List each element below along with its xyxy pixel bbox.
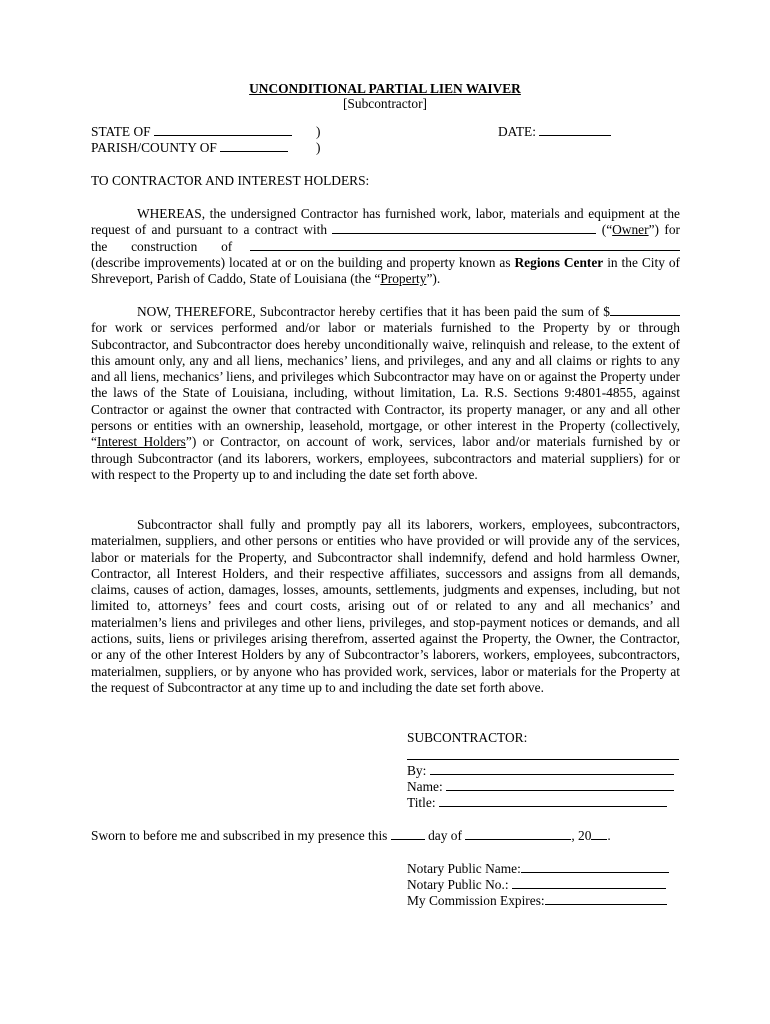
notary-name-label: Notary Public Name: xyxy=(407,861,521,876)
subcontractor-name-line[interactable] xyxy=(407,759,679,760)
by-line xyxy=(407,763,674,779)
state-blank[interactable] xyxy=(154,124,292,136)
notary-expires-line xyxy=(407,893,667,909)
title-line xyxy=(407,795,667,811)
construction-of-label: for the construction of xyxy=(91,222,680,254)
sworn-year-blank[interactable] xyxy=(591,828,607,840)
caption-paren-1: ) xyxy=(316,124,321,139)
parish-blank[interactable] xyxy=(220,140,288,152)
owner-term: Owner xyxy=(612,222,649,238)
notary-name-blank[interactable] xyxy=(521,861,669,873)
notary-expires-blank[interactable] xyxy=(545,893,667,905)
owner-close: ”) xyxy=(648,222,659,238)
improvements-text: (describe improvements) located at or on the building and property known as xyxy=(91,254,511,270)
sworn-day-of: day of xyxy=(428,828,462,843)
sworn-month-blank[interactable] xyxy=(465,828,571,840)
sworn-text: Sworn to before me and subscribed in my presence this xyxy=(91,828,388,843)
indemnity-paragraph xyxy=(91,517,680,696)
title-label: Title: xyxy=(407,795,436,810)
now-therefore-intro: NOW, THEREFORE, Subcontractor hereby certifies that it has been paid the sum of xyxy=(137,304,600,319)
sworn-period: . xyxy=(607,828,611,843)
indemnity-text: Subcontractor shall fully and promptly pay all its laborers, workers, employees, subcontractors, materialmen, suppliers, and other persons or entities who have provided or will provide any of the services, labor or materials for the Property, and Subcontractor shall indemnify, defend and hold harmless Owner, Contractor, all Interest Holders, and their respective affiliates, successors and assigns from all demands, claims, causes of action, damages, losses, amounts, settlements, judgments and expenses, including, but not limited to, attorneys’ fees and court costs, arising out of or related to any and all mechanics’ and materialmen’s liens and privileges and other liens, privileges, and stop-payment notices or demands, and all actions, suits, liens or privileges arising therefrom, asserted against the Property, the Owner, the Contractor, or any of the other Interest Holders by any of Subcontractor’s laborers, workers, employees, subcontractors, materialmen, suppliers, or by anyone who has provided work, services, labor or materials for the Property at the request of Subcontractor at any time up to and including the date set forth above. xyxy=(91,517,680,695)
date-line xyxy=(498,124,611,140)
construction-blank[interactable] xyxy=(250,239,680,251)
notary-number-label: Notary Public No.: xyxy=(407,877,509,892)
now-therefore-end: ”) or Contractor, on account of work, services, labor and/or materials furnished by or through Subcontractor (and its laborers, workers, employees, subcontractors and material suppliers) for or with respect to the Property up to and including the date set forth above. xyxy=(91,434,680,482)
property-close: ”). xyxy=(426,271,441,287)
property-term: Property xyxy=(380,271,427,287)
document-subtitle: [Subcontractor] xyxy=(342,96,428,111)
name-label: Name: xyxy=(407,779,443,794)
date-label: DATE: xyxy=(498,124,536,139)
contract-with-blank[interactable] xyxy=(332,222,596,234)
sworn-line xyxy=(91,828,611,844)
name-blank[interactable] xyxy=(446,779,674,791)
date-blank[interactable] xyxy=(539,124,611,136)
state-label: STATE OF xyxy=(91,124,151,139)
by-blank[interactable] xyxy=(430,763,674,775)
whereas-paragraph xyxy=(91,206,680,287)
dollar-sign: $ xyxy=(603,304,610,319)
title-blank[interactable] xyxy=(439,795,667,807)
sworn-day-blank[interactable] xyxy=(391,828,425,840)
state-line xyxy=(91,124,292,140)
property-location: in the City of Shreveport, Parish of Caddo, State of Louisiana (the “ xyxy=(91,254,680,287)
by-label: By: xyxy=(407,763,427,778)
whereas-intro: WHEREAS, the undersigned Contractor has furnished work, labor, materials and equipment at the request of and pursuant to a contract with xyxy=(91,206,680,238)
parish-line xyxy=(91,140,288,156)
notary-expires-label: My Commission Expires: xyxy=(407,893,545,908)
notary-name-line xyxy=(407,861,669,877)
notary-number-blank[interactable] xyxy=(512,877,666,889)
now-therefore-body: for work or services performed and/or labor or materials furnished to the Property by or through Subcontractor, and Subcontractor does hereby unconditionally waive, relinquish and release, to the extent of this amount only, any and all liens, mechanics’ liens, and privileges, and any and all claims or rights to any and all liens, mechanics’ liens, and privileges which Subcontractor may have on or against the Property under the laws of the State of Louisiana, including, without limitation, La. R.S. Sections 9:4801-4855, against Contractor or against the owner that contracted with Contractor, its property manager, or any and all other persons or entities with an ownership, leasehold, mortgage, or other interest in the Property (collectively, “ xyxy=(91,320,680,450)
name-line xyxy=(407,779,674,795)
amount-blank[interactable] xyxy=(610,304,680,316)
now-therefore-paragraph xyxy=(91,304,680,483)
sworn-year-prefix: , 20 xyxy=(571,828,592,843)
notary-number-line xyxy=(407,877,666,893)
property-name: Regions Center xyxy=(514,254,604,270)
document-title: UNCONDITIONAL PARTIAL LIEN WAIVER xyxy=(249,81,521,96)
caption-paren-2: ) xyxy=(316,140,321,155)
subcontractor-heading: SUBCONTRACTOR: xyxy=(407,730,528,745)
parish-label: PARISH/COUNTY OF xyxy=(91,140,217,155)
addressee: TO CONTRACTOR AND INTEREST HOLDERS: xyxy=(91,173,370,188)
interest-holders-term: Interest Holders xyxy=(96,434,186,450)
owner-open: (“ xyxy=(601,222,613,238)
